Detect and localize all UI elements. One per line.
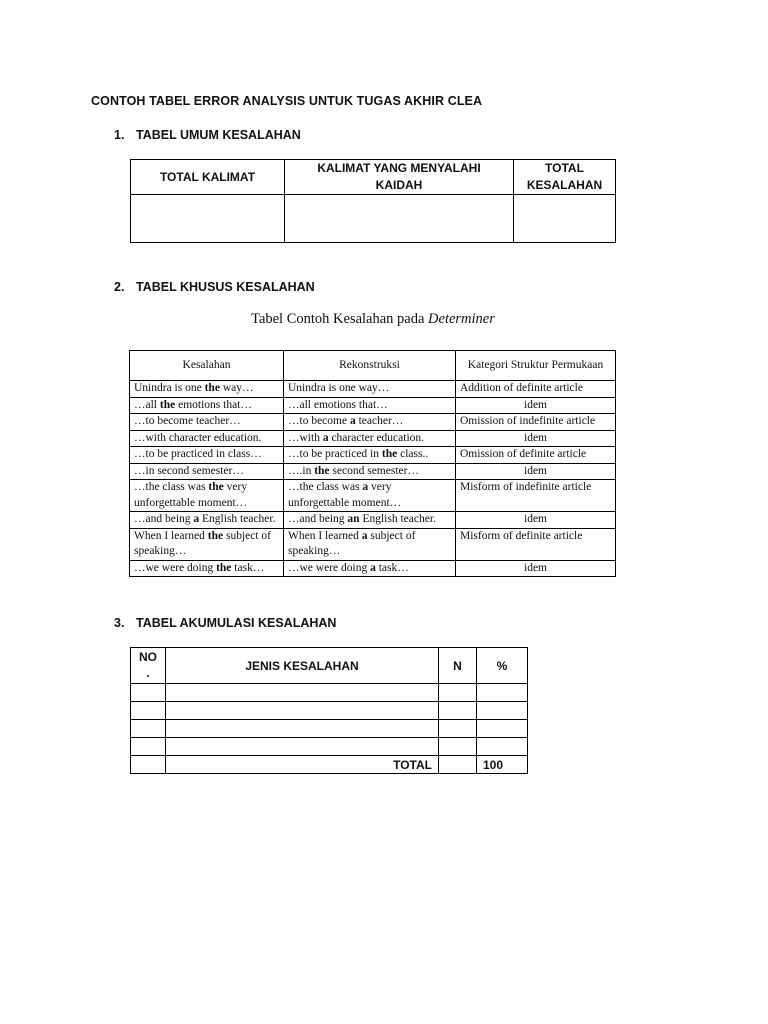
table-row bbox=[130, 447, 616, 464]
text-fragment: Unindra is one bbox=[134, 382, 205, 394]
determiner-bold: the bbox=[159, 398, 176, 411]
empty-cell bbox=[439, 738, 477, 756]
text-fragment: very unforgettable moment… bbox=[134, 481, 248, 509]
header-n: N bbox=[439, 648, 477, 684]
header-kesalahan: Kesalahan bbox=[130, 351, 284, 381]
rekonstruksi-cell bbox=[284, 447, 456, 464]
empty-cell bbox=[166, 684, 439, 702]
text-fragment: second semester… bbox=[329, 464, 419, 477]
table-row bbox=[130, 463, 616, 480]
kesalahan-cell bbox=[130, 463, 284, 480]
text-fragment: very unforgettable moment… bbox=[288, 481, 402, 509]
text-fragment: class.. bbox=[397, 448, 429, 460]
header-no bbox=[131, 648, 166, 684]
kategori-cell: Addition of definite article bbox=[456, 381, 616, 398]
determiner-bold: the bbox=[208, 481, 224, 493]
empty-cell bbox=[131, 684, 166, 702]
text-fragment: …in second semester… bbox=[134, 464, 244, 477]
empty-cell bbox=[514, 195, 616, 243]
kategori-cell: idem bbox=[456, 430, 616, 447]
header-total-kesalahan: TOTAL KESALAHAN bbox=[514, 160, 616, 195]
determiner-bold: the bbox=[381, 448, 398, 460]
determiner-bold: a bbox=[193, 513, 200, 525]
text-fragment: …with bbox=[288, 431, 323, 444]
empty-cell bbox=[477, 720, 528, 738]
text-fragment: …to become teacher… bbox=[134, 415, 241, 427]
text-fragment: teacher… bbox=[355, 415, 404, 427]
text-fragment: …to become bbox=[288, 415, 350, 427]
rekonstruksi-cell bbox=[284, 463, 456, 480]
kategori-cell: Omission of definite article bbox=[456, 447, 616, 464]
error-rows bbox=[130, 381, 616, 577]
empty-cell bbox=[131, 702, 166, 720]
header-jenis-kesalahan: JENIS KESALAHAN bbox=[166, 648, 439, 684]
empty-cell bbox=[439, 702, 477, 720]
text-fragment: …we were doing bbox=[134, 561, 217, 574]
text-fragment: way… bbox=[219, 382, 254, 394]
kesalahan-cell bbox=[130, 414, 284, 431]
header-no-line1: NO bbox=[139, 650, 157, 664]
rekonstruksi-cell bbox=[284, 560, 456, 577]
table-row bbox=[131, 684, 528, 702]
section-title: TABEL AKUMULASI KESALAHAN bbox=[136, 616, 337, 630]
section-3-heading bbox=[114, 616, 336, 630]
text-fragment: English teacher. bbox=[199, 513, 276, 525]
header-percent: % bbox=[477, 648, 528, 684]
empty-cell bbox=[439, 720, 477, 738]
empty-cell bbox=[439, 684, 477, 702]
document-title: CONTOH TABEL ERROR ANALYSIS UNTUK TUGAS AKHIR CLEA bbox=[91, 94, 483, 108]
text-fragment: emotions that… bbox=[175, 398, 252, 411]
rekonstruksi-cell bbox=[284, 480, 456, 512]
text-fragment: task… bbox=[375, 561, 409, 574]
general-error-table bbox=[130, 159, 616, 243]
total-empty-cell bbox=[131, 756, 166, 774]
empty-cell bbox=[131, 195, 285, 243]
text-fragment: …to be practiced in class… bbox=[134, 448, 262, 460]
kesalahan-cell bbox=[130, 528, 284, 560]
determiner-bold: an bbox=[347, 513, 360, 525]
table-caption bbox=[130, 311, 616, 328]
table-row bbox=[130, 381, 616, 398]
determiner-bold: the bbox=[314, 464, 330, 477]
determiner-bold: a bbox=[362, 481, 369, 493]
kategori-cell: Misform of indefinite article bbox=[456, 480, 616, 512]
rekonstruksi-cell bbox=[284, 381, 456, 398]
text-fragment: subject of speaking… bbox=[288, 529, 416, 557]
section-title: TABEL KHUSUS KESALAHAN bbox=[136, 280, 315, 294]
determiner-bold: the bbox=[207, 529, 224, 542]
table-row bbox=[130, 528, 616, 560]
section-number: 1. bbox=[114, 128, 125, 142]
determiner-bold: a bbox=[322, 431, 329, 444]
kategori-cell: idem bbox=[456, 560, 616, 577]
text-fragment: When I learned bbox=[134, 529, 208, 542]
text-fragment: task… bbox=[231, 561, 265, 574]
determiner-bold: a bbox=[361, 529, 368, 542]
accumulation-rows bbox=[131, 684, 528, 756]
text-fragment: …we were doing bbox=[288, 561, 371, 574]
table-row bbox=[131, 702, 528, 720]
empty-cell bbox=[131, 720, 166, 738]
rekonstruksi-cell bbox=[284, 528, 456, 560]
text-fragment: ….in bbox=[288, 464, 315, 477]
empty-cell bbox=[285, 195, 514, 243]
kesalahan-cell bbox=[130, 480, 284, 512]
text-fragment: …all emotions that… bbox=[288, 398, 388, 411]
empty-cell bbox=[477, 684, 528, 702]
table-row bbox=[130, 414, 616, 431]
empty-cell bbox=[131, 738, 166, 756]
determiner-bold: the bbox=[204, 382, 220, 394]
determiner-bold: a bbox=[349, 415, 356, 427]
empty-cell bbox=[166, 720, 439, 738]
text-fragment: …the class was bbox=[288, 481, 363, 493]
rekonstruksi-cell bbox=[284, 512, 456, 529]
text-fragment: …with character education. bbox=[134, 431, 262, 444]
kategori-cell: Misform of definite article bbox=[456, 528, 616, 560]
kategori-cell: Omission of indefinite article bbox=[456, 414, 616, 431]
total-percent: 100 bbox=[477, 756, 528, 774]
rekonstruksi-cell bbox=[284, 414, 456, 431]
section-number: 2. bbox=[114, 280, 125, 294]
total-label: TOTAL bbox=[166, 756, 439, 774]
kategori-cell: idem bbox=[456, 512, 616, 529]
header-kategori: Kategori Struktur Permukaan bbox=[456, 351, 616, 381]
header-rekonstruksi: Rekonstruksi bbox=[284, 351, 456, 381]
determiner-error-table bbox=[129, 350, 616, 577]
text-fragment: …and being bbox=[134, 513, 194, 525]
kesalahan-cell bbox=[130, 430, 284, 447]
table-row bbox=[130, 560, 616, 577]
table-row bbox=[131, 720, 528, 738]
table-row bbox=[130, 512, 616, 529]
determiner-bold: the bbox=[216, 561, 232, 574]
text-fragment: …to be practiced in bbox=[288, 448, 382, 460]
table-row bbox=[130, 480, 616, 512]
text-fragment: character education. bbox=[328, 431, 425, 444]
empty-cell bbox=[477, 702, 528, 720]
section-2-heading bbox=[114, 280, 315, 294]
total-n-cell bbox=[439, 756, 477, 774]
text-fragment: subject of speaking… bbox=[134, 529, 272, 557]
kesalahan-cell bbox=[130, 397, 284, 414]
section-1-heading bbox=[114, 128, 301, 142]
kategori-cell: idem bbox=[456, 463, 616, 480]
table-row bbox=[131, 738, 528, 756]
table-row bbox=[130, 397, 616, 414]
text-fragment: …and being bbox=[288, 513, 348, 525]
text-fragment: Unindra is one way… bbox=[288, 382, 390, 394]
table-row bbox=[130, 430, 616, 447]
header-total-kalimat: TOTAL KALIMAT bbox=[131, 160, 285, 195]
text-fragment: …the class was bbox=[134, 481, 209, 493]
kategori-cell: idem bbox=[456, 397, 616, 414]
kesalahan-cell bbox=[130, 560, 284, 577]
kesalahan-cell bbox=[130, 447, 284, 464]
rekonstruksi-cell bbox=[284, 430, 456, 447]
section-title: TABEL UMUM KESALAHAN bbox=[136, 128, 301, 142]
empty-cell bbox=[166, 702, 439, 720]
text-fragment: English teacher. bbox=[359, 513, 436, 525]
text-fragment: …all bbox=[134, 398, 160, 411]
section-number: 3. bbox=[114, 616, 125, 630]
header-no-line2: . bbox=[146, 666, 150, 680]
caption-text: Tabel Contoh Kesalahan pada bbox=[251, 311, 429, 327]
accumulation-table bbox=[130, 647, 528, 774]
kesalahan-cell bbox=[130, 381, 284, 398]
kesalahan-cell bbox=[130, 512, 284, 529]
rekonstruksi-cell bbox=[284, 397, 456, 414]
header-kalimat-menyalahi: KALIMAT YANG MENYALAHI KAIDAH bbox=[285, 160, 514, 195]
caption-italic: Determiner bbox=[428, 311, 495, 327]
empty-cell bbox=[477, 738, 528, 756]
text-fragment: When I learned bbox=[288, 529, 362, 542]
empty-cell bbox=[166, 738, 439, 756]
determiner-bold: a bbox=[370, 561, 376, 574]
